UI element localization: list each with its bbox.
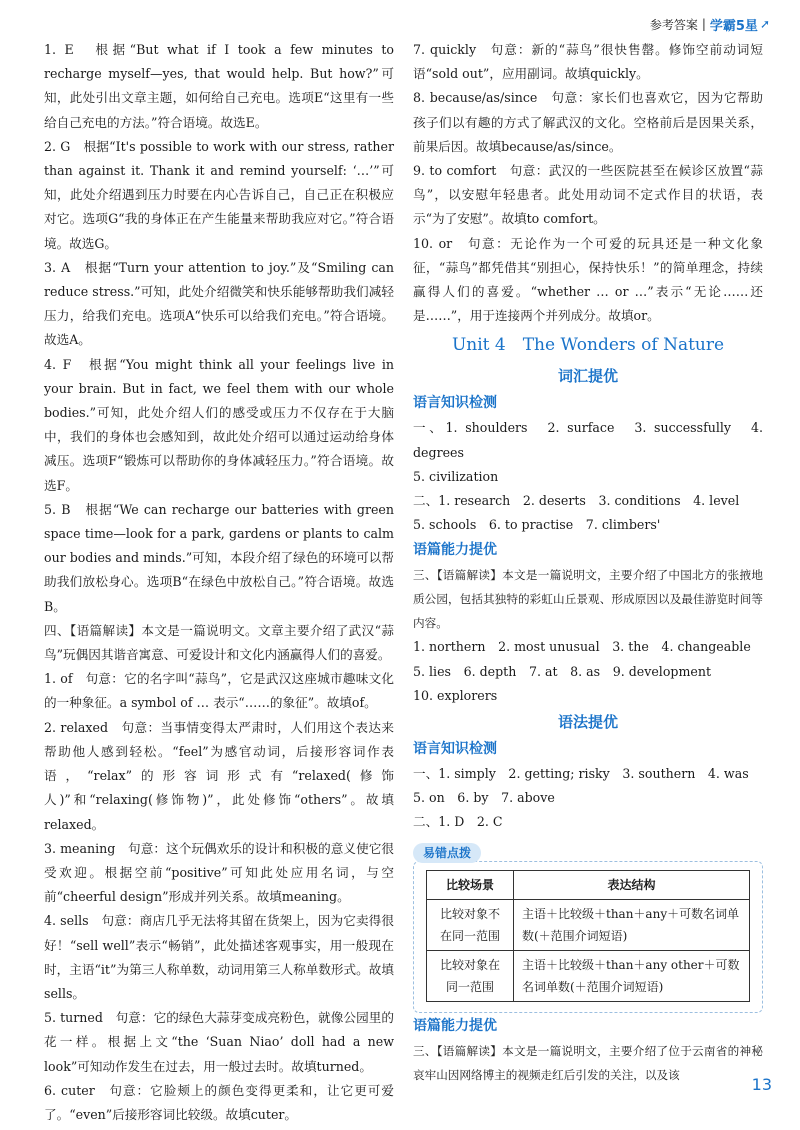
- section-title-reading: 语篇能力提优: [413, 542, 497, 559]
- answer-line: 一、1. simply 2. getting; risky 3. southern 4. was: [413, 766, 749, 782]
- answer-line: 10. explorers: [413, 687, 498, 703]
- table-row: [427, 950, 750, 1001]
- table-row: [427, 899, 750, 950]
- header-separator: |: [701, 17, 706, 31]
- answer-paragraph: 4. F 根据“You might think all your feelings live in your brain. But in fact, we feel them with our whole bodies.”可知，此处介绍人们的感受或压力不仅存在于大脑中，我们的身体也会感知到，故此处介绍可以通过运动给身体减压。选项F“锻炼可以帮助你的身体减轻压力。”符合语境。故选F。: [44, 356, 394, 493]
- unit-title: Unit 4 The Wonders of Nature: [451, 335, 725, 356]
- answer-paragraph: 7. quickly 句意：新的“蒜鸟”很快售罄。修饰空前动词短语“sold out”，应用副词。故填quickly。: [413, 42, 763, 82]
- table-header-row: [427, 870, 750, 899]
- table-cell-scene: 比较对象不在同一范围: [427, 899, 514, 950]
- page-header: [650, 14, 770, 34]
- answer-paragraph: 4. sells 句意：商店几乎无法将其留在货架上，因为它卖得很好！“sell well”表示“畅销”，此处描述客观事实，用一般现在时，主语“it”为第三人称单数，动词用第三人称单数形式。故填sells。: [44, 913, 394, 1001]
- answer-line: 二、1. research 2. deserts 3. conditions 4. level: [413, 493, 740, 509]
- tip-content: [413, 861, 763, 1013]
- answer-line: 5. lies 6. depth 7. at 8. as 9. development: [413, 663, 712, 679]
- answer-paragraph: 2. relaxed 句意：当事情变得太严肃时，人们用这个表达来帮助他人感到轻松。“feel”为感官动词，后接形容词作表语，“relax”的形容词形式有“relaxed(修饰人)”和“relaxing(修饰物)”，此处修饰“others”。故填relaxed。: [44, 719, 394, 832]
- answer-paragraph: 5. turned 句意：它的绿色大蒜芽变成亮粉色，就像公园里的花一样。根据上文“the ‘Suan Niao’ doll had a new look”可知动作发生在过去，用一般过去时。故填turned。: [44, 1010, 394, 1074]
- answer-paragraph: 6. cuter 句意：它脸颊上的颜色变得更柔和，让它更可爱了。“even”后接形容词比较级。故填cuter。: [44, 1082, 394, 1122]
- right-column: [413, 38, 763, 1087]
- answer-paragraph: 1. of 句意：它的名字叫“蒜鸟”，它是武汉这座城市趣味文化的一种象征。a symbol of … 表示“……的象征”。故填of。: [44, 671, 394, 711]
- tip-label: 易错点拨: [413, 843, 481, 863]
- table-cell-scene: 比较对象在同一范围: [427, 950, 514, 1001]
- passage-summary: 三、【语篇解读】本文是一篇说明文，主要介绍了中国北方的张掖地质公园，包括其独特的彩虹山丘景观、形成原因以及最佳游览时间等内容。: [413, 568, 763, 631]
- tip-box: [413, 841, 763, 1013]
- header-brand: 学霸5星: [709, 18, 758, 34]
- answer-paragraph: 3. meaning 句意：这个玩偶欢乐的设计和积极的意义使它很受欢迎。根据空前“positive”可知此处应用名词，与空前“cheerful design”形成并列关系。故填meaning。: [44, 840, 394, 905]
- table-header: 表达结构: [514, 870, 750, 899]
- bird-icon: ➚: [759, 17, 770, 31]
- answer-line: 5. on 6. by 7. above: [413, 790, 555, 806]
- answer-line: 1. northern 2. most unusual 3. the 4. changeable: [413, 639, 751, 655]
- answer-paragraph: 2. G 根据“It's possible to work with our stress, rather than against it. Thank it and remind yourself: ‘…’”可知，此处介绍遇到压力时要在内心告诉自己，自己正在积极应对它。选项G“我的身体正在产生能量来帮助我应对它。”符合语境。故选G。: [44, 138, 394, 251]
- answer-paragraph: 5. B 根据“We can recharge our batteries with green space time—look for a park, gardens or plants to calm our bodies and minds.”可知，本段介绍了绿色的环境可以帮助我们放松身心。选项B“在绿色中放松自己。”符合语境。故选B。: [44, 501, 394, 614]
- passage-summary: 四、【语篇解读】本文是一篇说明文。文章主要介绍了武汉“蒜鸟”玩偶因其谐音寓意、可爱设计和文化内涵赢得人们的喜爱。: [44, 622, 394, 663]
- answer-paragraph: 3. A 根据“Turn your attention to joy.”及“Smiling can reduce stress.”可知，此处介绍微笑和快乐能够帮助我们减轻压力，给我们充电。选项A“快乐可以给我们充电。”符合语境。故选A。: [44, 259, 394, 348]
- answer-paragraph: 9. to comfort 句意：武汉的一些医院甚至在候诊区放置“蒜鸟”，以安慰年轻患者。此处用动词不定式作目的状语，表示“为了安慰”。故填to comfort。: [413, 163, 763, 227]
- section-title-knowledge-2: 语言知识检测: [413, 741, 497, 758]
- comparison-table: [426, 870, 750, 1002]
- section-title-reading-2: 语篇能力提优: [413, 1017, 497, 1034]
- table-cell-structure: 主语＋比较级＋than＋any＋可数名词单数(＋范围介词短语): [514, 899, 750, 950]
- answer-line: 二、1. D 2. C: [413, 814, 503, 830]
- answer-paragraph: 1. E 根据“But what if I took a few minutes to recharge myself—yes, that would help. But how?”可知，此处引出文章主题，如何给自己充电。选项E“这里有一些给自己充电的方法。”符合语境。故选E。: [44, 42, 394, 130]
- left-column: [44, 38, 394, 1127]
- section-title-knowledge: 语言知识检测: [413, 395, 497, 412]
- table-header: 比较场景: [427, 870, 514, 899]
- table-cell-structure: 主语＋比较级＋than＋any other＋可数名词单数(＋范围介词短语): [514, 950, 750, 1001]
- page-number: 13: [751, 1075, 772, 1094]
- header-label: 参考答案: [649, 17, 698, 32]
- answer-paragraph: 8. because/as/since 句意：家长们也喜欢它，因为它帮助孩子们以有趣的方式了解武汉的文化。空格前后是因果关系，前果后因。故填because/as/since。: [413, 90, 763, 154]
- answer-line: 5. civilization: [413, 468, 499, 484]
- answer-paragraph: 10. or 句意：无论作为一个可爱的玩具还是一种文化象征，“蒜鸟”都凭借其“别担心，保持快乐！”的简单理念，持续赢得人们的喜爱。“whether … or …”表示“无论……还是……”，用于连接两个并列成分。故填or。: [413, 235, 763, 324]
- passage-summary: 三、【语篇解读】本文是一篇说明文，主要介绍了位于云南省的神秘哀牢山因网络博主的视频走红后引发的关注，以及该: [413, 1043, 763, 1082]
- answer-line: 5. schools 6. to practise 7. climbers': [413, 517, 661, 533]
- answer-line: 一、1. shoulders 2. surface 3. successfully 4. degrees: [413, 420, 763, 460]
- grammar-title: 语法提优: [557, 713, 618, 732]
- vocab-title: 词汇提优: [557, 367, 618, 386]
